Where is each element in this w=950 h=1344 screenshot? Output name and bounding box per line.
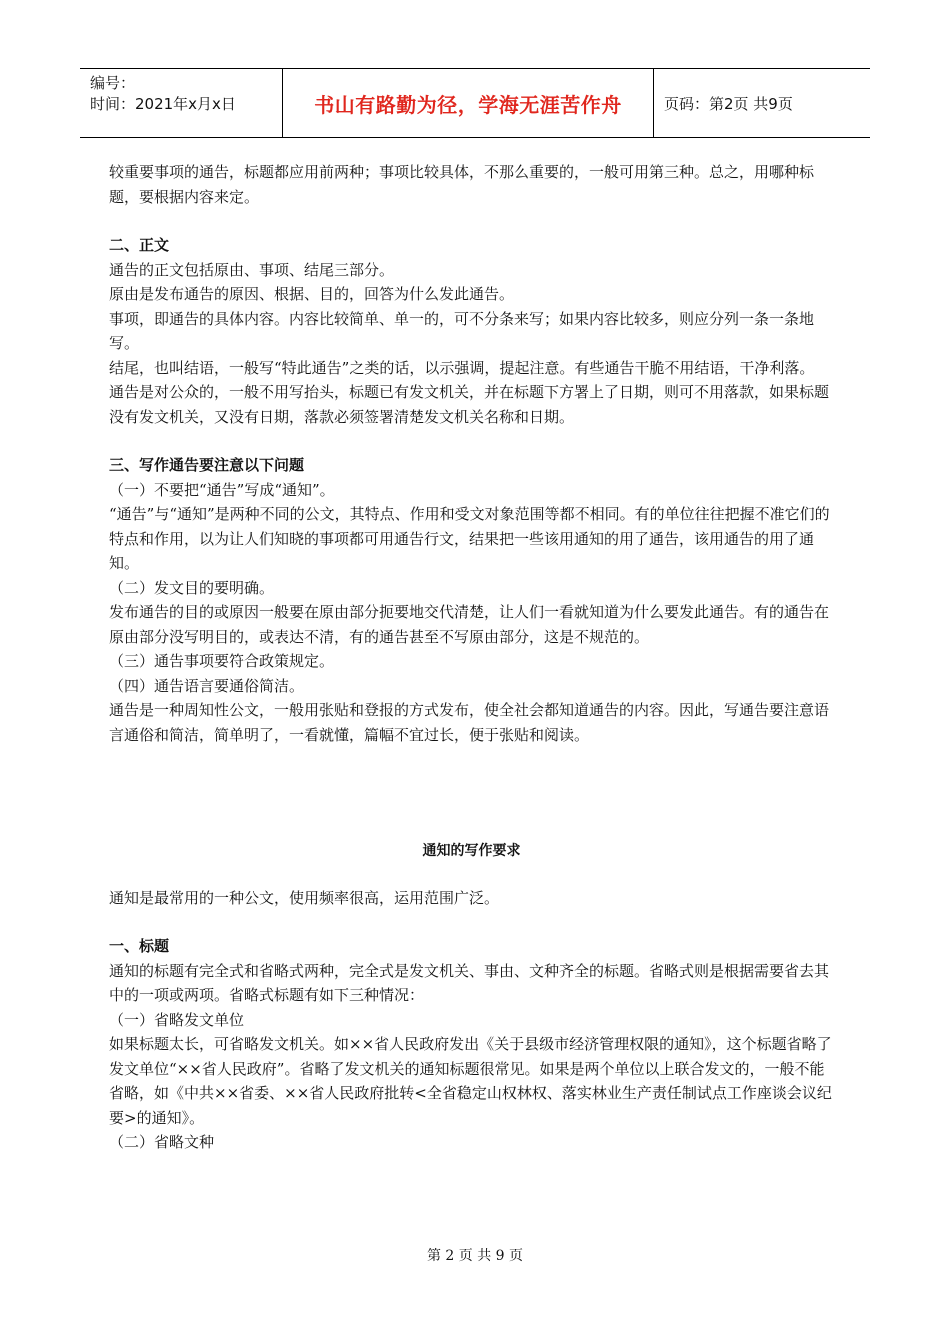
list-item: （二）省略文种 <box>109 1133 215 1151</box>
header-meta <box>80 69 282 137</box>
document-header <box>80 68 870 138</box>
paragraph: 如果标题太长，可省略发文机关。如××省人民政府发出《关于县级市经济管理权限的通知》，这个标题省略了发文单位“××省人民政府”。省略了发文机关的通知标题很常见。如果是两个单位以上联合发文的，一般不能省略，如《中共××省委、××省人民政府批转<全省稳定山权林权、落实林业生产责任制试点工作座谈会议纪要>的通知》。 <box>109 1035 832 1127</box>
paragraph: 事项，即通告的具体内容。内容比较简单、单一的，可不分条来写；如果内容比较多，则应分列一条一条地写。 <box>109 309 815 352</box>
header-page-info <box>654 69 870 137</box>
paragraph: 发布通告的目的或原因一般要在原由部分扼要地交代清楚，让人们一看就知道为什么要发此通告。有的通告在原由部分没写明目的，或表达不清，有的通告甚至不写原由部分，这是不规范的。 <box>109 603 830 646</box>
heading-body-text: 二、正文 <box>109 236 170 254</box>
page-footer <box>0 1245 950 1265</box>
list-item: （一）不要把“通告”写成“通知”。 <box>109 480 335 499</box>
list-item: （四）通告语言要通俗简洁。 <box>109 676 305 695</box>
document-date: 时间：2021年x月x日 <box>90 95 236 113</box>
header-motto-cell <box>282 69 654 137</box>
heading-title: 一、标题 <box>109 937 170 955</box>
section-title: 通知的写作要求 <box>422 843 521 859</box>
footer-page-number: 第 2 页 共 9 页 <box>426 1248 524 1264</box>
header-motto: 书山有路勤为径，学海无涯苦作舟 <box>314 92 622 117</box>
document-body <box>109 160 834 1155</box>
paragraph: 原由是发布通告的原因、根据、目的，回答为什么发此通告。 <box>109 285 515 303</box>
page-info-text: 页码：第2页 共9页 <box>664 94 793 113</box>
list-item: （一）省略发文单位 <box>109 1010 245 1029</box>
heading-notes: 三、写作通告要注意以下问题 <box>109 456 305 474</box>
paragraph: 通知的标题有完全式和省略式两种，完全式是发文机关、事由、文种齐全的标题。省略式则是根据需要省去其中的一项或两项。省略式标题有如下三种情况： <box>109 961 830 1004</box>
paragraph: 结尾，也叫结语，一般写“特此通告”之类的话，以示强调，提起注意。有些通告干脆不用结语，干净利落。 <box>109 358 815 377</box>
document-number-label: 编号： <box>90 74 136 92</box>
paragraph: “通告”与“通知”是两种不同的公文，其特点、作用和受文对象范围等都不相同。有的单位往往把握不准它们的特点和作用，以为让人们知晓的事项都可用通告行文，结果把一些该用通知的用了通告，该用通告的用了通知。 <box>109 505 830 572</box>
paragraph: 通告是对公众的，一般不用写抬头，标题已有发文机关，并在标题下方署上了日期，则可不用落款，如果标题没有发文机关，又没有日期，落款必须签署清楚发文机关名称和日期。 <box>109 383 830 426</box>
paragraph: 通告的正文包括原由、事项、结尾三部分。 <box>109 260 395 279</box>
paragraph: 通告是一种周知性公文，一般用张贴和登报的方式发布，使全社会都知道通告的内容。因此，写通告要注意语言通俗和简洁，简单明了，一看就懂，篇幅不宜过长，便于张贴和阅读。 <box>109 701 830 744</box>
list-item: （三）通告事项要符合政策规定。 <box>109 652 335 670</box>
paragraph-continuation: 较重要事项的通告，标题都应用前两种；事项比较具体，不那么重要的，一般可用第三种。总之，用哪种标题，要根据内容来定。 <box>109 163 815 206</box>
paragraph-intro: 通知是最常用的一种公文，使用频率很高，运用范围广泛。 <box>109 888 500 907</box>
list-item: （二）发文目的要明确。 <box>109 578 275 597</box>
